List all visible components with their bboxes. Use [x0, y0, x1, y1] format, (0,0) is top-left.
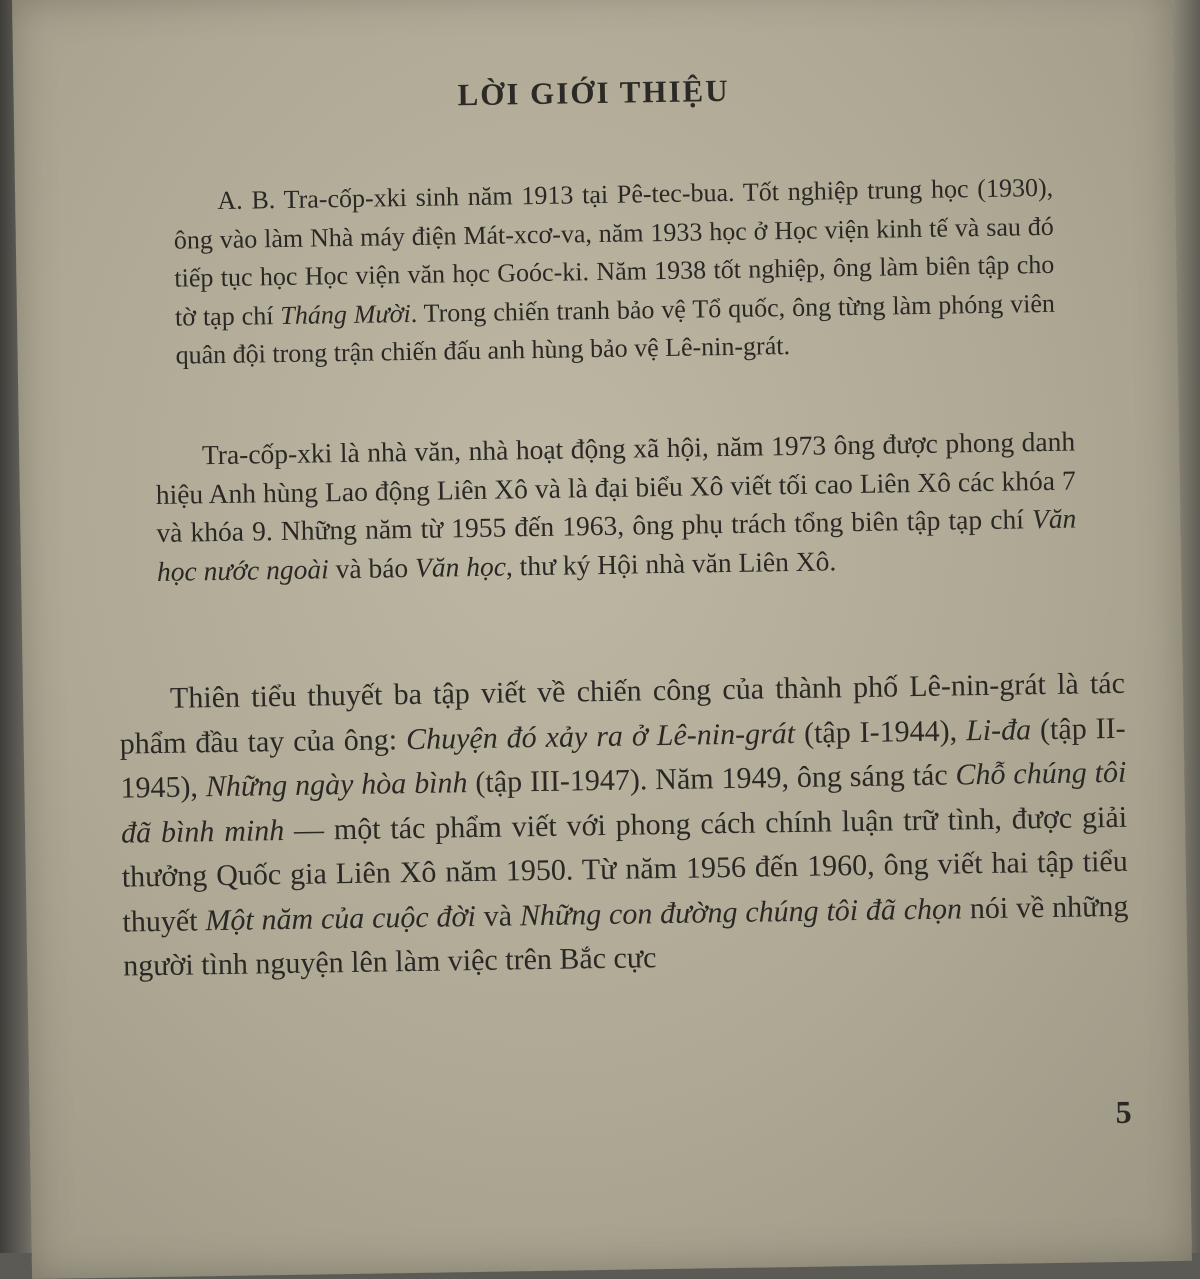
- paragraph-text: [155, 423, 1077, 591]
- text-segment: — một tác phẩm viết với phong cách chính luận trữ tình, được giải thưởng Quốc gia Liên Xô năm 1950. Từ năm 1956 đến 1960, ông viết hai tập tiểu thuyết: [121, 800, 1128, 939]
- italic-title: Văn học: [414, 550, 507, 583]
- italic-title: Văn học nước ngoài: [156, 502, 1077, 587]
- text-segment: (tập I-1944),: [794, 713, 967, 750]
- text-segment: , thư ký Hội nhà văn Liên Xô.: [505, 544, 837, 581]
- text-segment: nói về những người tình nguyện lên làm việc trên Bắc cực: [122, 889, 1129, 983]
- italic-title: Một năm của cuộc đời: [205, 899, 477, 937]
- paragraph-text: [173, 169, 1056, 375]
- italic-title: Li-đa: [965, 712, 1032, 747]
- text-segment: (tập II-1945),: [120, 711, 1126, 805]
- italic-title: Những ngày hòa bình: [205, 766, 468, 804]
- text-segment: và: [475, 898, 521, 933]
- paragraph-3: [119, 662, 1130, 989]
- text-segment: A. B. Tra-cốp-xki sinh năm 1913 tại Pê-tec-bua. Tốt nghiệp trung học (1930), ông vào làm Nhà máy điện Mát-xcơ-va, năm 1933 học ở Học viện kinh tế và sau đó tiếp tục học Học viện văn học Goóc-ki. Năm 1938 tốt nghiệp, ông làm biên tập cho tờ tạp chí: [173, 172, 1055, 332]
- text-segment: Tra-cốp-xki là nhà văn, nhà hoạt động xã hội, năm 1973 ông được phong danh hiệu Anh hùng Lao động Liên Xô và là đại biểu Xô viết tối cao Liên Xô các khóa 7 và khóa 9. Những năm từ 1955 đến 1963, ông phụ trách tổng biên tập tạp chí: [155, 425, 1076, 548]
- text-segment: và báo: [328, 551, 416, 584]
- book-page: [12, 0, 1192, 1279]
- paragraph-2: [155, 423, 1077, 591]
- italic-title: Chuyện đó xảy ra ở Lê-nin-grát: [405, 716, 796, 756]
- italic-title: Chỗ chúng tôi đã bình minh: [120, 755, 1127, 850]
- italic-title: Những con đường chúng tôi đã chọn: [519, 891, 963, 932]
- text-segment: . Trong chiến tranh bảo vệ Tổ quốc, ông từng làm phóng viên quân đội trong trận chiến đấu anh hùng bảo vệ Lê-nin-grát.: [175, 288, 1056, 370]
- paragraph-1: [173, 169, 1056, 375]
- italic-title: Tháng Mười: [280, 298, 411, 330]
- text-segment: (tập III-1947). Năm 1949, ông sáng tác: [467, 758, 956, 800]
- page-title: LỜI GIỚI THIỆU: [457, 72, 730, 113]
- paragraph-text: [119, 662, 1130, 989]
- page-number: 5: [1115, 1093, 1132, 1130]
- text-segment: Thiên tiểu thuyết ba tập viết về chiến công của thành phố Lê-nin-grát là tác phẩm đầu tay của ông:: [119, 666, 1126, 761]
